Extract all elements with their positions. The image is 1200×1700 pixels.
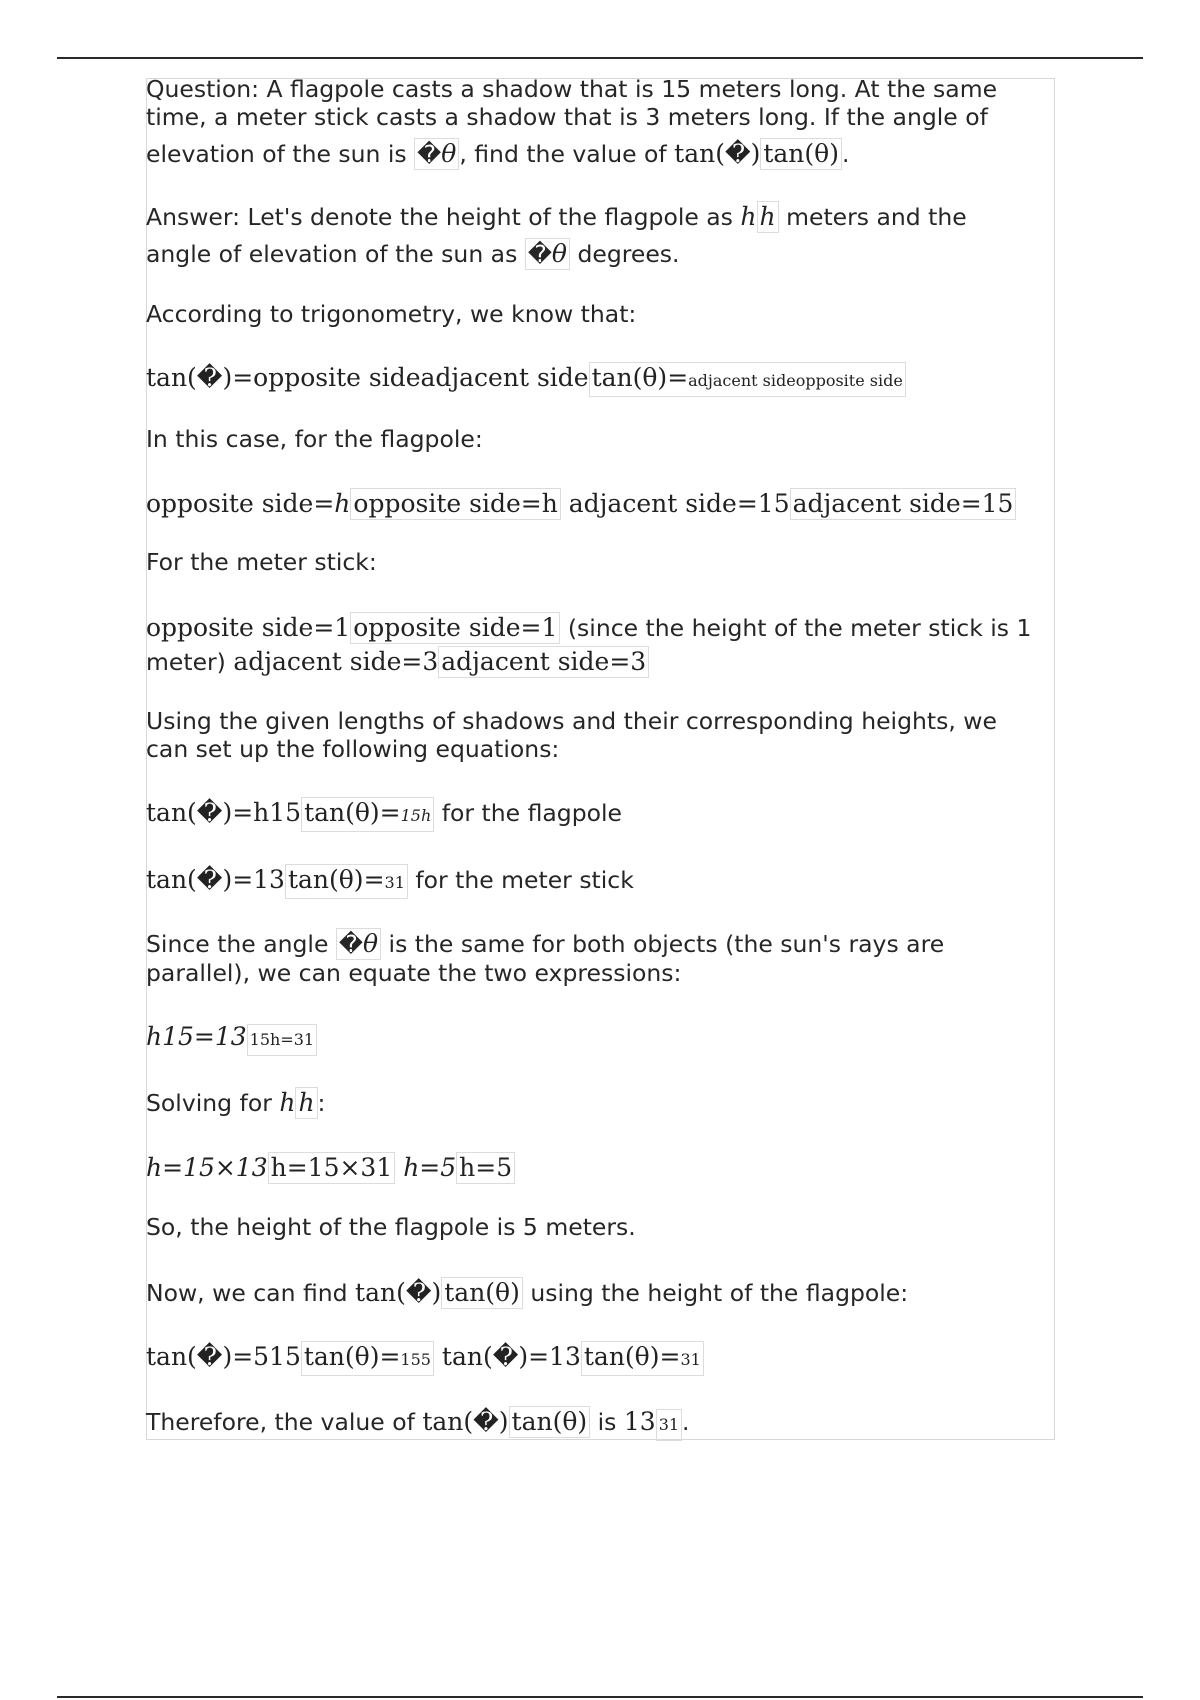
math-run: tan(θ)= <box>287 865 385 894</box>
meter-stick-label <box>146 548 1046 576</box>
math-box: tan(θ) <box>760 138 842 170</box>
math-box: tan(θ) <box>509 1406 591 1438</box>
math-box: opposite side=h <box>350 488 560 520</box>
math-run: tan(θ)= <box>304 798 401 827</box>
text-run: is <box>590 1408 624 1436</box>
math-box: h=5 <box>456 1152 515 1184</box>
equate-equation <box>146 1023 1046 1056</box>
math-run: h <box>740 202 757 231</box>
since-line-1 <box>146 928 1046 960</box>
math-run: tan(θ)= <box>303 1342 401 1371</box>
math-run: opposite side= <box>146 489 335 518</box>
text-run: degrees. <box>569 240 680 268</box>
math-run: tan(�)=13 <box>433 1342 581 1371</box>
theta-symbol: θ <box>551 239 567 268</box>
math-box <box>589 362 906 397</box>
text-run: . <box>841 140 850 168</box>
text-run: , find the value of <box>459 140 675 168</box>
text-run: Question: A flagpole casts a shadow that is 15 meters long. At the same <box>146 75 998 103</box>
text-run: According to trigonometry, we know that: <box>146 300 637 328</box>
text-run: In this case, for the flagpole: <box>146 425 483 453</box>
math-fraction: 31 <box>680 1350 701 1369</box>
text-run: Now, we can find <box>146 1279 356 1307</box>
theta-symbol: θ <box>363 929 379 958</box>
math-run: h=15×13 <box>146 1153 268 1182</box>
meter-stick-line-1 <box>146 612 1046 644</box>
answer-line-1 <box>146 201 1046 233</box>
math-run: tan(�) <box>355 1278 442 1307</box>
using-line-1 <box>146 707 1046 735</box>
answer-line-2 <box>146 238 1046 270</box>
math-box: adjacent side=3 <box>438 646 649 678</box>
replacement-glyph: � <box>338 930 364 958</box>
since-line-2 <box>146 959 1046 987</box>
flagpole-sides <box>146 488 1046 520</box>
theta-box <box>525 238 570 270</box>
text-run: Using the given lengths of shadows and their corresponding heights, we <box>146 707 997 735</box>
question-line-3 <box>146 138 1046 170</box>
tan-results <box>146 1341 1046 1376</box>
text-run: angle of elevation of the sun as <box>146 240 525 268</box>
math-box: adjacent side=15 <box>790 488 1017 520</box>
math-box: opposite side=1 <box>350 612 560 644</box>
replacement-glyph: � <box>527 240 552 268</box>
text-run: for the flagpole <box>434 799 622 827</box>
text-run: elevation of the sun is <box>146 140 415 168</box>
math-box: 31 <box>656 1409 682 1441</box>
math-run: tan(�) <box>422 1407 509 1436</box>
text-run: Answer: Let's denote the height of the flagpole as <box>146 203 741 231</box>
math-run: tan(�) <box>674 139 761 168</box>
solving-line <box>146 1087 1046 1119</box>
text-run: (since the height of the meter stick is 1 <box>560 614 1032 642</box>
math-run: tan(�)=515 <box>146 1342 301 1371</box>
question-line-2 <box>146 103 1046 131</box>
math-run: tan(θ)= <box>591 363 689 392</box>
equation-1 <box>146 362 1046 397</box>
text-run: is the same for both objects (the sun's rays are <box>381 930 945 958</box>
now-line <box>146 1277 1046 1309</box>
trig-line <box>146 300 1046 328</box>
math-box: h=15×31 <box>268 1152 396 1184</box>
text-run: : <box>317 1089 326 1117</box>
math-box <box>581 1341 704 1376</box>
solution-equation <box>146 1152 1046 1184</box>
theta-box <box>414 138 459 170</box>
math-run: h15=13 <box>146 1022 247 1051</box>
text-run: Since the angle <box>146 930 336 958</box>
math-run: h <box>334 489 351 518</box>
math-box: 15h=31 <box>247 1024 317 1056</box>
math-run: adjacent side=15 <box>560 489 790 518</box>
text-run: meters and the <box>778 203 967 231</box>
math-fraction: 31 <box>384 873 405 892</box>
using-line-2 <box>146 735 1046 763</box>
equation-flagpole <box>146 797 1046 832</box>
math-run: adjacent side=3 <box>233 647 439 676</box>
question-line-1 <box>146 75 1046 103</box>
math-box <box>285 864 408 899</box>
text-run: So, the height of the flagpole is 5 meters. <box>146 1213 636 1241</box>
math-run: 13 <box>623 1407 656 1436</box>
replacement-glyph: � <box>417 140 442 168</box>
math-fraction: 155 <box>400 1350 431 1369</box>
math-fraction: 15h <box>400 806 432 825</box>
text-run: . <box>682 1408 690 1436</box>
text-run: using the height of the flagpole: <box>522 1279 909 1307</box>
theta-box <box>336 928 381 960</box>
so-line <box>146 1213 1046 1241</box>
text-run: time, a meter stick casts a shadow that is 3 meters long. If the angle of <box>146 103 988 131</box>
math-box: h <box>295 1087 317 1119</box>
math-box: h <box>757 201 779 233</box>
math-fraction: adjacent sideopposite side <box>688 371 903 390</box>
text-run: Solving for <box>146 1089 280 1117</box>
case-line <box>146 425 1046 453</box>
text-run: parallel), we can equate the two expressions: <box>146 959 682 987</box>
math-run: h <box>279 1088 296 1117</box>
text-run: for the meter stick <box>407 866 634 894</box>
math-run: tan(�)=h15 <box>146 798 302 827</box>
math-run: opposite side=1 <box>146 613 351 642</box>
text-run: Therefore, the value of <box>146 1408 423 1436</box>
top-rule <box>57 57 1143 59</box>
math-box <box>301 1341 434 1376</box>
theta-symbol: θ <box>441 139 457 168</box>
math-box <box>301 797 434 832</box>
equation-meter-stick <box>146 864 1046 899</box>
math-run: tan(θ)= <box>583 1342 681 1371</box>
math-run: h=5 <box>395 1153 457 1182</box>
therefore-line <box>146 1406 1046 1441</box>
bottom-rule <box>57 1696 1143 1698</box>
text-run: can set up the following equations: <box>146 735 560 763</box>
math-run: tan(�)=13 <box>146 865 285 894</box>
math-box: tan(θ) <box>441 1277 523 1309</box>
meter-stick-line-2 <box>146 646 1046 678</box>
text-run: meter) <box>146 648 234 676</box>
math-run: tan(�)=opposite sideadjacent side <box>146 363 589 392</box>
text-run: For the meter stick: <box>146 548 377 576</box>
